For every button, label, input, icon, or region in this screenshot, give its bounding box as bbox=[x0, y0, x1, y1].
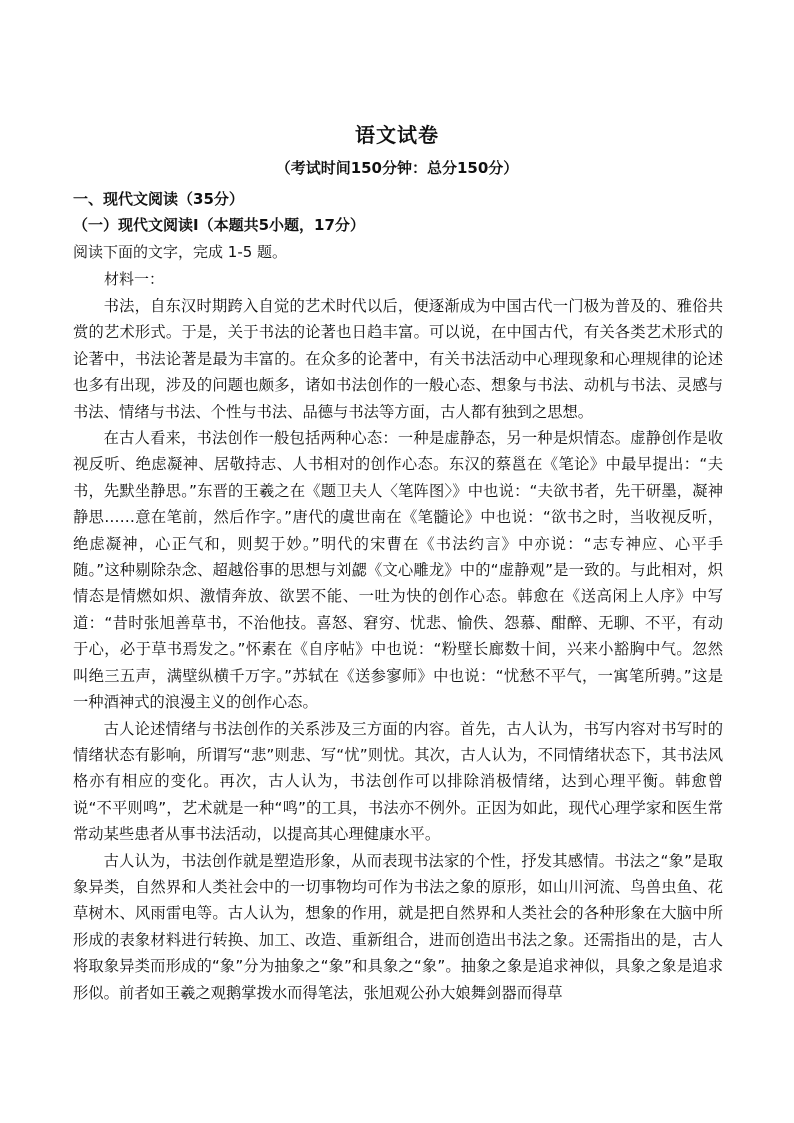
passage-paragraph: 在古人看来，书法创作一般包括两种心态：一种是虚静态，另一种是炽情态。虚静创作是收视反听、绝虑凝神、居敬持志、人书相对的创作心态。东汉的蔡邕在《笔论》中最早提出：“夫书，先默坐静思。”东晋的王羲之在《题卫夫人〈笔阵图〉》中也说：“夫欲书者，先干研墨，凝神静思……意在笔前，然后作字。”唐代的虞世南在《笔髓论》中也说：“欲书之时，当收视反听，绝虑凝神，心正气和，则契于妙。”明代的宋曹在《书法约言》中亦说：“志专神应、心平手随。”这种剔除杂念、超越俗事的思想与刘勰《文心雕龙》中的“虚静观”是一致的。与此相对，炽情态是情燃如炽、激情奔放、欲罢不能、一吐为快的创作心态。韩愈在《送高闲上人序》中写道：“昔时张旭善草书，不治他技。喜怒、窘穷、忧悲、愉佚、怨慕、酣醉、无聊、不平，有动于心，必于草书焉发之。”怀素在《自序帖》中也说：“粉壁长廊数十间，兴来小豁胸中气。忽然叫绝三五声，满壁纵横千万字。”苏轼在《送参寥师》中也说：“忧愁不平气，一寓笔所骋。”这是一种酒神式的浪漫主义的创作心态。 bbox=[73, 429, 723, 712]
passage-paragraph: 书法，自东汉时期跨入自觉的艺术时代以后，便逐渐成为中国古代一门极为普及的、雅俗共赏的艺术形式。于是，关于书法的论著也日趋丰富。可以说，在中国古代，有关各类艺术形式的论著中，书法论著是最为丰富的。在众多的论著中，有关书法活动中心理现象和心理规律的论述也多有出现，涉及的问题也颇多，诸如书法创作的一般心态、想象与书法、动机与书法、灵感与书法、情绪与书法、个性与书法、品德与书法等方面，古人都有独到之思想。 bbox=[73, 297, 723, 421]
passage-paragraph: 古人认为，书法创作就是塑造形象，从而表现书法家的个性，抒发其感情。书法之“象”是取象异类，自然界和人类社会中的一切事物均可作为书法之象的原形，如山川河流、鸟兽虫鱼、花草树木、风雨雷电等。古人认为，想象的作用，就是把自然界和人类社会的各种形象在大脑中所形成的表象材料进行转换、加工、改造、重新组合，进而创造出书法之象。还需指出的是，古人将取象异类而形成的“象”分为抽象之“象”和具象之“象”。抽象之象是追求神似，具象之象是追求形似。前者如王羲之观鹅掌拨水而得笔法，张旭观公孙大娘舞剑器而得草 bbox=[73, 851, 723, 1002]
section-heading: 一、现代文阅读（35分） bbox=[73, 190, 244, 208]
reading-instruction: 阅读下面的文字，完成 1-5 题。 bbox=[73, 243, 288, 261]
reading-passage bbox=[73, 293, 723, 1006]
exam-subtitle: （考试时间150分钟：总分150分） bbox=[275, 159, 519, 177]
exam-title: 语文试卷 bbox=[355, 123, 439, 147]
sub-section-heading: （一）现代文阅读Ⅰ（本题共5小题，17分） bbox=[73, 216, 365, 234]
passage-paragraph: 古人论述情绪与书法创作的关系涉及三方面的内容。首先，古人认为，书写内容对书写时的情绪状态有影响，所谓写“悲”则悲、写“忧”则忧。其次，古人认为，不同情绪状态下，其书法风格亦有相应的变化。再次，古人认为，书法创作可以排除消极情绪，达到心理平衡。韩愈曾说“不平则鸣”，艺术就是一种“鸣”的工具，书法亦不例外。正因为如此，现代心理学家和医生常常动某些患者从事书法活动，以提高其心理健康水平。 bbox=[73, 719, 723, 844]
material-label: 材料一： bbox=[104, 270, 165, 288]
